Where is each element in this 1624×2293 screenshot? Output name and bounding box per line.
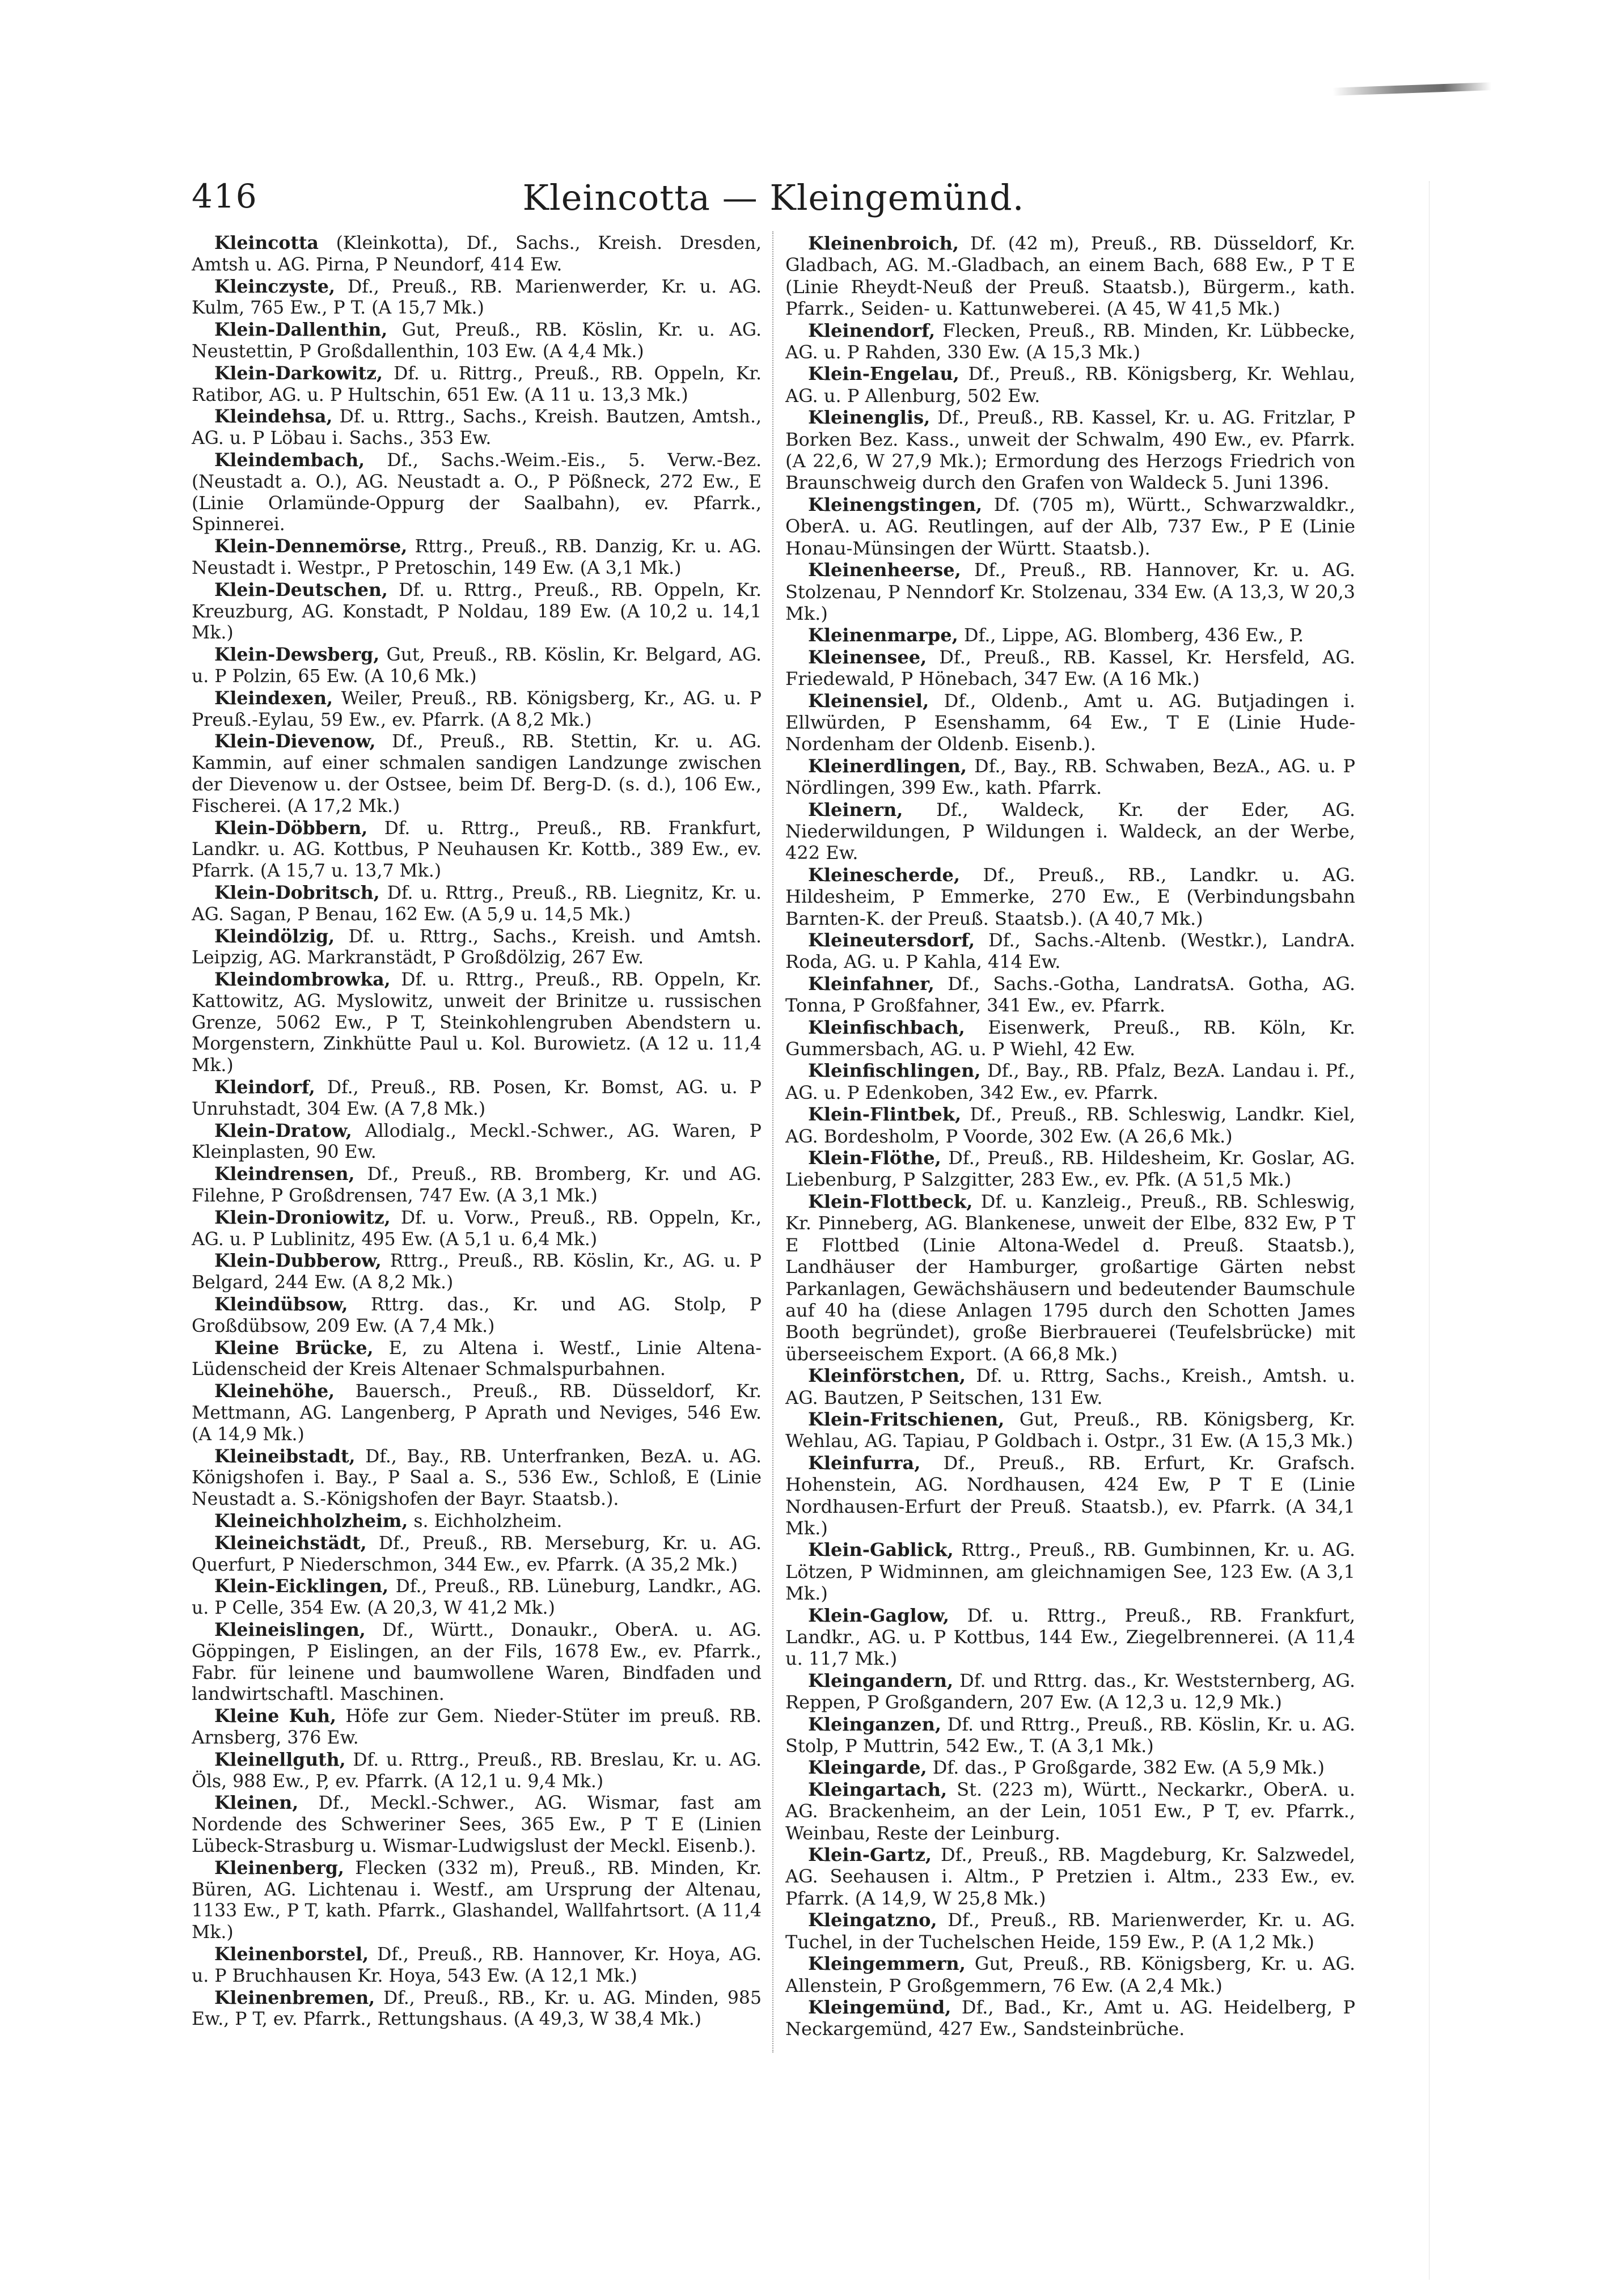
dictionary-entry — [785, 690, 1355, 755]
entry-headword: Kleingatzno, — [808, 1909, 937, 1931]
dictionary-entry — [785, 1909, 1355, 1953]
entry-headword: Kleindrensen, — [214, 1164, 355, 1185]
entry-headword: Klein-Gartz, — [808, 1844, 932, 1866]
dictionary-entry — [192, 1250, 762, 1294]
entry-text: Df., Oldenb., Amt u. AG. Butjadingen i. Ellwürden, P Esenshamm, 64 Ew., T E (Linie Hude-Nordenham der Oldenb. Eisenb.). — [785, 689, 1355, 755]
dictionary-entry — [192, 1338, 762, 1381]
dictionary-entry — [192, 1576, 762, 1619]
entry-text: Df., Meckl.-Schwer., AG. Wismar, fast am Nordende des Schweriner Sees, 365 Ew., P T E (Linien Lübeck-Strasburg u. Wismar-Ludwigslust der Meckl. Eisenb.). — [192, 1793, 762, 1856]
entry-headword: Klein-Flintbek, — [808, 1103, 962, 1126]
dictionary-entry — [192, 232, 762, 276]
entry-headword: Kleinenglis, — [808, 407, 931, 429]
entry-text: Df., Bay., RB. Unterfranken, BezA. u. AG. Königshofen i. Bay., P Saal a. S., 536 Ew., Schloß, E (Linie Neustadt a. S.-Königshofen der Bayr. Staatsb.). — [192, 1446, 762, 1510]
entry-text: Df., Sachs.-Weim.-Eis., 5. Verw.-Bez. (Neustadt a. O.), AG. Neustadt a. O., P Pößneck, 272 Ew., E (Linie Orlamünde-Oppurg der Saalbahn), ev. Pfarrk., Spinnerei. — [192, 450, 762, 535]
entry-headword: Klein-Gaglow, — [808, 1604, 950, 1626]
entry-text: Df., Preuß., RB., Landkr. u. AG. Hildesheim, P Emmerke, 270 Ew., E (Verbindungsbahn Barnten-K. der Preuß. Staatsb.). (A 40,7 Mk.) — [785, 864, 1355, 929]
entry-text: Df. u. Rttrg., Preuß., RB. Frankfurt, Landkr., AG. u. P Kottbus, 144 Ew., Ziegelbrennerei. (A 11,4 u. 11,7 Mk.) — [785, 1604, 1355, 1670]
dictionary-entry — [785, 1539, 1355, 1604]
entry-text: s. Eichholzheim. — [408, 1511, 563, 1532]
entry-headword: Kleinescherde, — [808, 864, 960, 886]
entry-text: Df., Preuß., RB. Merseburg, Kr. u. AG. Querfurt, P Niederschmon, 344 Ew., ev. Pfarrk. (A 35,2 Mk.) — [192, 1533, 762, 1575]
entry-headword: Kleinensiel, — [808, 689, 929, 712]
entry-headword: Klein-Fritschienen, — [808, 1408, 1005, 1430]
column-divider — [772, 231, 773, 2053]
entry-text: Df. u. Rttrg., Preuß., RB. Oppeln, Kr. Kreuzburg, AG. Konstadt, P Noldau, 189 Ew. (A 10,2 u. 14,1 Mk.) — [192, 579, 762, 644]
entry-text: Höfe zur Gem. Nieder-Stüter im preuß. RB. Arnsberg, 376 Ew. — [192, 1706, 762, 1748]
dictionary-entry — [785, 407, 1355, 494]
dictionary-entry — [192, 1987, 762, 2031]
entry-text: Df., Preuß., RB. Schleswig, Landkr. Kiel, AG. Bordesholm, P Voorde, 302 Ew. (A 26,6 Mk.) — [785, 1103, 1355, 1147]
entry-headword: Klein-Dievenow, — [214, 731, 376, 752]
entry-headword: Kleinförstchen, — [808, 1365, 966, 1387]
dictionary-entry — [785, 799, 1355, 864]
dictionary-entry — [785, 1605, 1355, 1670]
entry-headword: Kleindombrowka, — [214, 969, 391, 991]
entry-headword: Kleineislingen, — [214, 1619, 366, 1640]
entry-text: Df. u. Rttrg., Preuß., RB. Liegnitz, Kr. u. AG. Sagan, P Benau, 162 Ew. (A 5,9 u. 14,5 Mk.) — [192, 882, 762, 925]
entry-headword: Klein-Dobritsch, — [214, 882, 380, 903]
entry-text: Df. u. Rttrg., Preuß., RB. Frankfurt, Landkr. u. AG. Kottbus, P Neuhausen Kr. Kottb., 389 Ew., ev. Pfarrk. (A 15,7 u. 13,7 Mk.) — [192, 818, 762, 882]
dictionary-entry — [192, 1511, 762, 1533]
entry-headword: Kleindölzig, — [214, 925, 335, 947]
entry-text: Df., Sachs.-Altenb. (Westkr.), LandrA. Roda, AG. u. P Kahla, 414 Ew. — [785, 929, 1355, 973]
entry-headword: Klein-Gablick, — [808, 1539, 954, 1561]
dictionary-entry — [192, 1120, 762, 1164]
entry-text: Df., Preuß., RB. Magdeburg, Kr. Salzwedel, AG. Seehausen i. Altm., P Pretzien i. Altm., 233 Ew., ev. Pfarrk. (A 14,9, W 25,8 Mk.) — [785, 1844, 1355, 1909]
entry-headword: Kleinenheerse, — [808, 559, 961, 581]
entry-headword: Kleindexen, — [214, 687, 333, 709]
dictionary-entry — [785, 1953, 1355, 1996]
entry-text: Rttrg., Preuß., RB. Köslin, Kr., AG. u. P Belgard, 244 Ew. (A 8,2 Mk.) — [192, 1251, 762, 1293]
dictionary-entry — [192, 579, 762, 644]
dictionary-entry — [785, 1147, 1355, 1191]
entry-text: Rttrg. das., Kr. und AG. Stolp, P Großdübsow, 209 Ew. (A 7,4 Mk.) — [192, 1294, 762, 1336]
entry-headword: Klein-Deutschen, — [214, 579, 388, 600]
dictionary-entry — [785, 1714, 1355, 1757]
entry-headword: Kleineichholzheim, — [214, 1511, 408, 1532]
entry-headword: Kleinendorf, — [808, 319, 936, 341]
entry-headword: Kleinenmarpe, — [808, 624, 958, 646]
entry-headword: Kleingandern, — [808, 1669, 954, 1691]
entry-text: Df., Lippe, AG. Blomberg, 436 Ew., P. — [958, 624, 1304, 646]
entry-text: Df. u. Rttrg., Preuß., RB. Breslau, Kr. u. AG. Öls, 988 Ew., P, ev. Pfarrk. (A 12,1 u. 9,4 Mk.) — [192, 1749, 762, 1792]
entry-text: Df. u. Rttrg, Sachs., Kreish., Amtsh. u. AG. Bautzen, P Seitschen, 131 Ew. — [785, 1365, 1355, 1408]
entry-headword: Kleinern, — [808, 798, 903, 820]
entry-text: Df., Preuß., RB. Erfurt, Kr. Grafsch. Hohenstein, AG. Nordhausen, 424 Ew, P T E (Linie Nordhausen-Erfurt der Preuß. Staatsb.), ev. Pfarrk. (A 34,1 Mk.) — [785, 1452, 1355, 1539]
entry-headword: Kleinengstingen, — [808, 493, 983, 515]
dictionary-entry — [192, 1858, 762, 1944]
entry-text: E, zu Altena i. Westf., Linie Altena-Lüdenscheid der Kreis Altenaer Schmalspurbahnen. — [192, 1338, 762, 1380]
entry-text: Df., Waldeck, Kr. der Eder, AG. Niederwildungen, P Wildungen i. Waldeck, an der Werbe, 422 Ew. — [785, 798, 1355, 864]
entry-text: Allodialg., Meckl.-Schwer., AG. Waren, P Kleinplasten, 90 Ew. — [192, 1120, 762, 1163]
entry-headword: Klein-Flottbeck, — [808, 1190, 973, 1212]
entry-headword: Kleinerdlingen, — [808, 755, 967, 777]
dictionary-entry — [192, 1381, 762, 1445]
entry-headword: Kleinehöhe, — [214, 1381, 335, 1402]
page-number: 416 — [192, 177, 258, 215]
dictionary-entry — [785, 1996, 1355, 2040]
dictionary-entry — [785, 864, 1355, 929]
dictionary-entry — [785, 1779, 1355, 1844]
dictionary-entry — [785, 1365, 1355, 1408]
dictionary-entry — [192, 450, 762, 536]
dictionary-entry — [192, 926, 762, 970]
entry-text: (Kleinkotta), Df., Sachs., Kreish. Dresden, Amtsh u. AG. Pirna, P Neundorf, 414 Ew. — [192, 233, 762, 275]
dictionary-entry — [192, 1077, 762, 1120]
dictionary-entry — [192, 319, 762, 363]
entry-headword: Kleingemmern, — [808, 1953, 966, 1975]
entry-text: Df., Preuß., RB. Stettin, Kr. u. AG. Kammin, auf einer schmalen sandigen Landzunge zwischen der Dievenow u. der Ostsee, beim Df. Berg-D. (s. d.), 106 Ew., Fischerei. (A 17,2 Mk.) — [192, 731, 762, 816]
entry-text: Df., Bad., Kr., Amt u. AG. Heidelberg, P Neckargemünd, 427 Ew., Sandsteinbrüche. — [785, 1996, 1355, 2040]
dictionary-entry — [785, 1060, 1355, 1103]
entry-text: Df., Preuß., RB. Lüneburg, Landkr., AG. u. P Celle, 354 Ew. (A 20,3, W 41,2 Mk.) — [192, 1576, 762, 1619]
entry-text: Weiler, Preuß., RB. Königsberg, Kr., AG. u. P Preuß.-Eylau, 59 Ew., ev. Pfarrk. (A 8,2 Mk.) — [192, 688, 762, 730]
dictionary-entry — [785, 929, 1355, 973]
dictionary-entry — [192, 276, 762, 320]
dictionary-entry — [192, 1294, 762, 1338]
dictionary-entry — [192, 1706, 762, 1749]
dictionary-entry — [192, 1792, 762, 1857]
dictionary-entry — [785, 973, 1355, 1017]
entry-text: Df., Württ., Donaukr., OberA. u. AG. Göppingen, P Eislingen, an der Fils, 1678 Ew., ev. Pfarrk., Fabr. für leinene und baumwollene Waren, Bindfaden und landwirtschaftl. Maschinen. — [192, 1620, 762, 1705]
entry-text: Df., Preuß., RB. Bromberg, Kr. und AG. Filehne, P Großdrensen, 747 Ew. (A 3,1 Mk.) — [192, 1164, 762, 1207]
entry-headword: Kleinenberg, — [214, 1857, 344, 1879]
dictionary-entry — [785, 320, 1355, 363]
entry-text: Df. (42 m), Preuß., RB. Düsseldorf, Kr. Gladbach, AG. M.-Gladbach, an einem Bach, 688 Ew., P T E (Linie Rheydt-Neuß der Preuß. Staatsb.), Bürgerm., kath. Pfarrk., Seiden- u. Kattunweberei. (A 45, W 41,5 Mk.) — [785, 232, 1355, 320]
entry-headword: Kleine Brücke, — [214, 1337, 374, 1359]
entry-text: Df., Preuß., RB. Hildesheim, Kr. Goslar, AG. Liebenburg, P Salzgitter, 283 Ew., ev. Pfk. (A 51,5 Mk.) — [785, 1147, 1355, 1191]
entry-text: Df., Preuß., RB. Marienwerder, Kr. u. AG. Kulm, 765 Ew., P T. (A 15,7 Mk.) — [192, 276, 762, 319]
entry-text: Df., Bay., RB. Pfalz, BezA. Landau i. Pf., AG. u. P Edenkoben, 342 Ew., ev. Pfarrk. — [785, 1060, 1355, 1103]
entry-text: Gut, Preuß., RB. Köslin, Kr. Belgard, AG. u. P Polzin, 65 Ew. (A 10,6 Mk.) — [192, 645, 762, 687]
dictionary-entry — [192, 1619, 762, 1706]
entry-text: Df. u. Kanzleig., Preuß., RB. Schleswig, Kr. Pinneberg, AG. Blankenese, unweit der Elbe, 832 Ew, P T E Flottbed (Linie Altona-Wedel d. Preuß. Staatsb.), Landhäuser der Hamburger, großartige Gärten nebst Parkanlagen, Gewächshäusern und bedeutender Baumschule auf 40 ha (diese Anlagen 1795 durch den Schotten James Booth begründet), große Bierbrauerei (Teufelsbrücke) mit überseeischem Export. (A 66,8 Mk.) — [785, 1190, 1355, 1365]
entry-headword: Kleinellguth, — [214, 1749, 346, 1770]
entry-headword: Kleinfischbach, — [808, 1016, 965, 1038]
entry-text: Flecken (332 m), Preuß., RB. Minden, Kr. Büren, AG. Lichtenau i. Westf., am Ursprung der Altenau, 1133 Ew., P T, kath. Pfarrk., Glashandel, Wallfahrtsort. (A 11,4 Mk.) — [192, 1858, 762, 1943]
entry-headword: Kleingemünd, — [808, 1996, 951, 2018]
entry-headword: Kleine Kuh, — [214, 1706, 336, 1727]
dictionary-entry — [785, 1191, 1355, 1365]
entry-text: Df., Preuß., RB. Kassel, Kr. Hersfeld, AG. Friedewald, P Hönebach, 347 Ew. (A 16 Mk.) — [785, 646, 1355, 690]
entry-text: St. (223 m), Württ., Neckarkr., OberA. u. AG. Brackenheim, an der Lein, 1051 Ew., P T, ev. Pfarrk., Weinbau, Reste der Leinburg. — [785, 1778, 1355, 1844]
entry-headword: Klein-Dennemörse, — [214, 536, 408, 557]
dictionary-entry — [785, 1408, 1355, 1452]
scan-artifact — [1333, 82, 1491, 96]
dictionary-entry — [192, 1446, 762, 1511]
entry-text: Df. u. Rttrg., Sachs., Kreish. und Amtsh. Leipzig, AG. Markranstädt, P Großdölzig, 267 Ew. — [192, 926, 762, 968]
entry-text: Df., Preuß., RB. Hannover, Kr. u. AG. Stolzenau, P Nenndorf Kr. Stolzenau, 334 Ew. (A 13,3, W 20,3 Mk.) — [785, 559, 1355, 624]
entry-headword: Kleinfahner, — [808, 972, 934, 995]
dictionary-entry — [192, 644, 762, 688]
entry-headword: Klein-Dewsberg, — [214, 644, 380, 666]
dictionary-entry — [192, 1749, 762, 1793]
entry-headword: Kleindorf, — [214, 1077, 315, 1098]
entry-headword: Kleinfurra, — [808, 1452, 921, 1474]
entry-text: Df. u. Rttrg., Preuß., RB. Oppeln, Kr. Kattowitz, AG. Myslowitz, unweit der Brinitze u. russischen Grenze, 5062 Ew., P T, Steinkohlengruben Abendstern u. Morgenstern, Zinkhütte Paul u. Kol. Burowietz. (A 12 u. 11,4 Mk.) — [192, 970, 762, 1076]
dictionary-entry — [785, 755, 1355, 799]
entry-headword: Kleineibstadt, — [214, 1445, 356, 1467]
dictionary-entry — [785, 232, 1355, 320]
running-head: Kleincotta — Kleingemünd. — [522, 177, 1025, 218]
dictionary-entry — [785, 624, 1355, 646]
page-edge-shadow — [1429, 181, 1430, 2279]
entry-text: Gut, Preuß., RB. Köslin, Kr. u. AG. Neustettin, P Großdallenthin, 103 Ew. (A 4,4 Mk.) — [192, 320, 762, 362]
entry-headword: Kleinen, — [214, 1792, 299, 1814]
dictionary-entry — [192, 406, 762, 450]
entry-headword: Klein-Döbbern, — [214, 817, 368, 839]
entry-text: Df. das., P Großgarde, 382 Ew. (A 5,9 Mk.) — [927, 1757, 1325, 1779]
entry-text: Df. u. Rttrg., Sachs., Kreish. Bautzen, Amtsh., AG. u. P Löbau i. Sachs., 353 Ew. — [192, 407, 762, 449]
entry-headword: Klein-Eicklingen, — [214, 1576, 389, 1597]
dictionary-entry — [785, 1844, 1355, 1909]
dictionary-entry — [785, 646, 1355, 690]
entry-text: Df. und Rttrg., Preuß., RB. Köslin, Kr. u. AG. Stolp, P Muttrin, 542 Ew., T. (A 3,1 Mk.) — [785, 1713, 1355, 1757]
dictionary-entry — [192, 1944, 762, 1987]
entry-headword: Kleinenbremen, — [214, 1987, 375, 2008]
dictionary-entry — [192, 536, 762, 579]
dictionary-entry — [785, 1017, 1355, 1060]
dictionary-entry — [192, 882, 762, 926]
entry-text: Df., Preuß., RB., Kr. u. AG. Minden, 985 Ew., P T, ev. Pfarrk., Rettungshaus. (A 49,3, W 38,4 Mk.) — [192, 1987, 762, 2030]
entry-headword: Klein-Dallenthin, — [214, 319, 388, 341]
entry-headword: Kleincotta — [214, 232, 319, 253]
entry-headword: Kleinenbroich, — [808, 232, 959, 254]
entry-headword: Kleingarde, — [808, 1757, 927, 1779]
dictionary-entry — [785, 363, 1355, 407]
entry-text: Df., Preuß., RB. Königsberg, Kr. Wehlau, AG. u. P Allenburg, 502 Ew. — [785, 363, 1355, 407]
left-column — [192, 232, 762, 2030]
entry-headword: Klein-Engelau, — [808, 363, 959, 385]
entry-headword: Kleineichstädt, — [214, 1532, 367, 1554]
entry-text: Df., Preuß., RB. Kassel, Kr. u. AG. Fritzlar, P Borken Bez. Kass., unweit der Schwalm, 490 Ew., ev. Pfarrk. (A 22,6, W 27,9 Mk.); Ermordung des Herzogs Friedrich von Braunschweig durch den Grafen von Waldeck 5. Juni 1396. — [785, 407, 1355, 494]
entry-text: Flecken, Preuß., RB. Minden, Kr. Lübbecke, AG. u. P Rahden, 330 Ew. (A 15,3 Mk.) — [785, 319, 1355, 363]
entry-text: Eisenwerk, Preuß., RB. Köln, Kr. Gummersbach, AG. u. P Wiehl, 42 Ew. — [785, 1016, 1355, 1060]
entry-headword: Kleingartach, — [808, 1778, 948, 1800]
dictionary-entry — [192, 1164, 762, 1207]
dictionary-entry — [192, 363, 762, 407]
entry-headword: Kleinenborstel, — [214, 1943, 369, 1965]
entry-headword: Kleineutersdorf, — [808, 929, 975, 951]
entry-headword: Kleinfischlingen, — [808, 1060, 981, 1082]
entry-text: Df., Bay., RB. Schwaben, BezA., AG. u. P Nördlingen, 399 Ew., kath. Pfarrk. — [785, 755, 1355, 799]
entry-headword: Klein-Droniowitz, — [214, 1207, 391, 1228]
entry-text: Bauersch., Preuß., RB. Düsseldorf, Kr. Mettmann, AG. Langenberg, P Aprath und Neviges, 546 Ew. (A 14,9 Mk.) — [192, 1381, 762, 1445]
entry-headword: Klein-Dratow, — [214, 1120, 352, 1141]
dictionary-entry — [785, 559, 1355, 624]
entry-headword: Klein-Flöthe, — [808, 1147, 941, 1169]
entry-headword: Klein-Dubberow, — [214, 1250, 382, 1272]
dictionary-entry — [192, 818, 762, 882]
entry-text: Df., Preuß., RB. Marienwerder, Kr. u. AG. Tuchel, in der Tuchelschen Heide, 159 Ew., P. (A 1,2 Mk.) — [785, 1909, 1355, 1953]
dictionary-entry — [785, 1757, 1355, 1778]
dictionary-entry — [192, 688, 762, 731]
entry-text: Rttrg., Preuß., RB. Danzig, Kr. u. AG. Neustadt i. Westpr., P Pretoschin, 149 Ew. (A 3,1 Mk.) — [192, 536, 762, 578]
dictionary-entry — [192, 1207, 762, 1251]
entry-text: Df. und Rttrg. das., Kr. Weststernberg, AG. Reppen, P Großgandern, 207 Ew. (A 12,3 u. 12,9 Mk.) — [785, 1669, 1355, 1714]
entry-text: Df., Preuß., RB. Hannover, Kr. Hoya, AG. u. P Bruchhausen Kr. Hoya, 543 Ew. (A 12,1 Mk.) — [192, 1944, 762, 1986]
entry-text: Df., Sachs.-Gotha, LandratsA. Gotha, AG. Tonna, P Großfahner, 341 Ew., ev. Pfarrk. — [785, 972, 1355, 1017]
dictionary-entry — [785, 1452, 1355, 1539]
entry-headword: Kleindehsa, — [214, 406, 333, 428]
entry-text: Gut, Preuß., RB. Königsberg, Kr. u. AG. Allenstein, P Großgemmern, 76 Ew. (A 2,4 Mk.) — [785, 1953, 1355, 1996]
dictionary-entry — [785, 1670, 1355, 1714]
entry-text: Rttrg., Preuß., RB. Gumbinnen, Kr. u. AG. Lötzen, P Widminnen, am gleichnamigen See, 123 Ew. (A 3,1 Mk.) — [785, 1539, 1355, 1605]
dictionary-entry — [192, 969, 762, 1077]
entry-headword: Klein-Darkowitz, — [214, 362, 383, 384]
entry-headword: Kleindübsow, — [214, 1294, 348, 1315]
dictionary-entry — [192, 731, 762, 817]
entry-headword: Kleinganzen, — [808, 1713, 942, 1735]
entry-headword: Kleinensee, — [808, 646, 927, 668]
dictionary-entry — [785, 494, 1355, 559]
entry-text: Df. u. Rittrg., Preuß., RB. Oppeln, Kr. Ratibor, AG. u. P Hultschin, 651 Ew. (A 11 u. 13,3 Mk.) — [192, 363, 762, 405]
dictionary-entry — [785, 1103, 1355, 1147]
dictionary-entry — [192, 1533, 762, 1576]
entry-text: Df. u. Vorw., Preuß., RB. Oppeln, Kr., AG. u. P Lublinitz, 495 Ew. (A 5,1 u. 6,4 Mk.) — [192, 1207, 762, 1250]
entry-text: Gut, Preuß., RB. Königsberg, Kr. Wehlau, AG. Tapiau, P Goldbach i. Ostpr., 31 Ew. (A 15,3 Mk.) — [785, 1408, 1355, 1452]
right-column — [785, 232, 1355, 2040]
entry-headword: Kleindembach, — [214, 449, 365, 471]
entry-text: Df., Preuß., RB. Posen, Kr. Bomst, AG. u. P Unruhstadt, 304 Ew. (A 7,8 Mk.) — [192, 1077, 762, 1119]
entry-text: Df. (705 m), Württ., Schwarzwaldkr., OberA. u. AG. Reutlingen, auf der Alb, 737 Ew., P E (Linie Honau-Münsingen der Württ. Staatsb.). — [785, 493, 1355, 559]
entry-headword: Kleinczyste, — [214, 276, 335, 297]
